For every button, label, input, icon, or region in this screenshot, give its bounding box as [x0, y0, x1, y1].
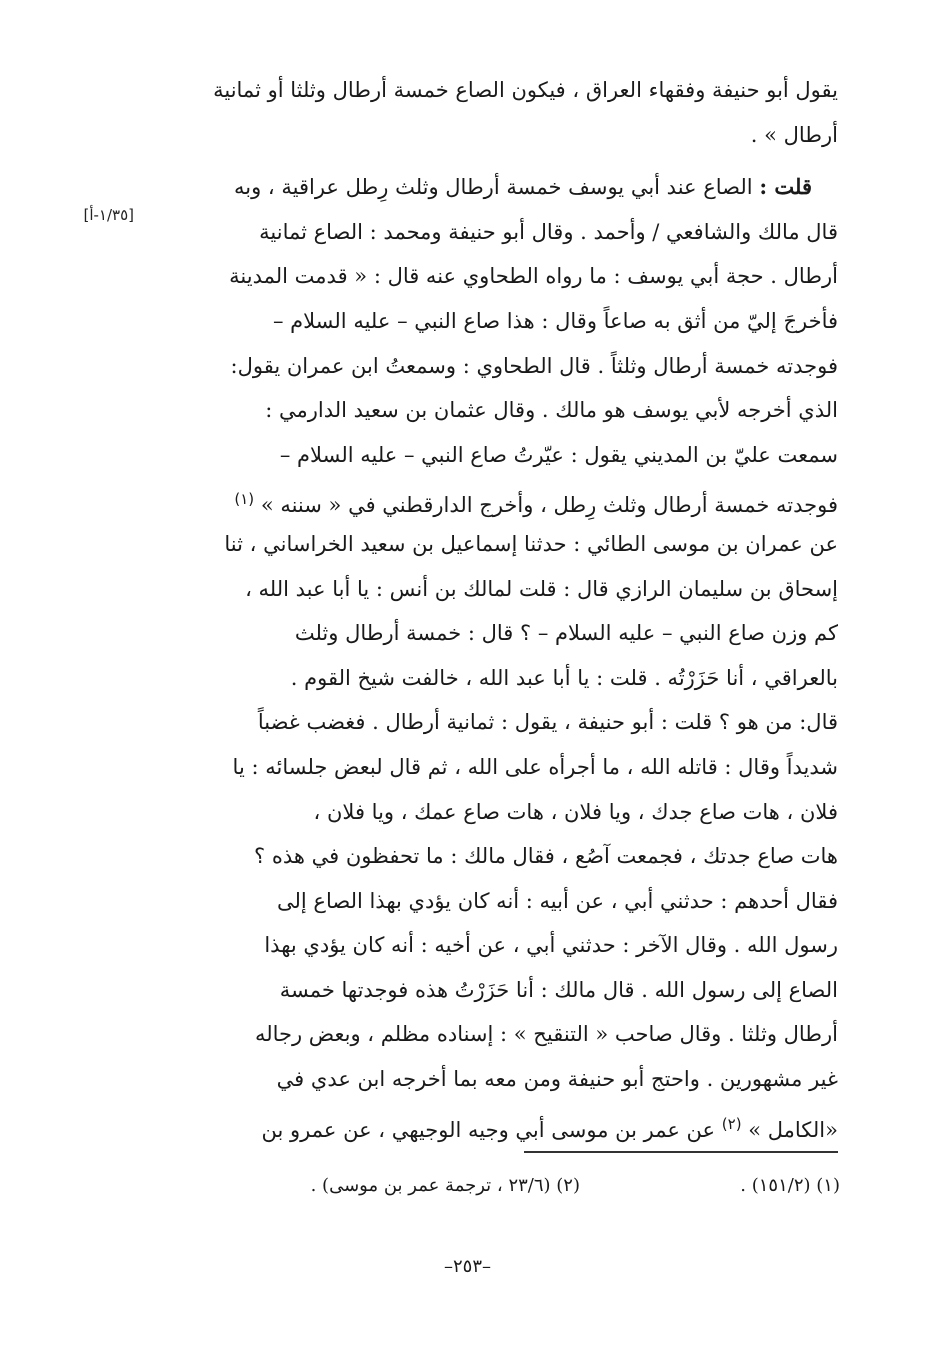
- text-line-3: [148, 165, 838, 210]
- text-line-24-end: عن عمر بن موسى أبي وجيه الوجيهي ، عن عمرو بن: [261, 1117, 716, 1142]
- footnote-2: (٢) (٢٣/٦ ، ترجمة عمر بن موسى) .: [310, 1175, 580, 1196]
- text-line-7: فوجدته خمسة أرطال وثلثاً . قال الطحاوي : وسمعتُ ابن عمران يقول:: [230, 353, 838, 378]
- text-line-20: رسول الله . وقال الآخر : حدثني أبي ، عن أخيه : أنه كان يؤدي بهذا: [264, 933, 838, 958]
- text-line-12: إسحاق بن سليمان الرازي قال : قلت لمالك بن أنس : يا أبا عبد الله ،: [245, 576, 838, 601]
- text-line-10: [148, 477, 838, 522]
- text-line-19: فقال أحدهم : حدثني أبي ، عن أبيه : أنه كان يؤدي بهذا الصاع إلى: [277, 888, 838, 913]
- text-line-1: يقول أبو حنيفة وفقهاء العراق ، فيكون الصاع خمسة أرطال وثلثا أو ثمانية: [213, 78, 838, 102]
- text-line-11: عن عمران بن موسى الطائي : حدثنا إسماعيل بن سعيد الخراساني ، ثنا: [224, 531, 838, 556]
- text-line-23: غير مشهورين . واحتج أبو حنيفة ومن معه بما أخرجه ابن عدي في: [276, 1067, 838, 1092]
- main-text: [148, 68, 838, 1146]
- text-line-5: أرطال . حجة أبي يوسف : ما رواه الطحاوي عنه قال : « قدمت المدينة: [229, 264, 838, 289]
- text-line-13: كم وزن صاع النبي – عليه السلام – ؟ قال : خمسة أرطال وثلث: [294, 621, 838, 646]
- footnote-marker-2: (٢): [721, 1114, 742, 1133]
- page-number: –٢٥٣–: [443, 1256, 491, 1277]
- text-line-4: قال مالك والشافعي / وأحمد . وقال أبو حنيفة ومحمد : الصاع ثمانية: [259, 219, 838, 244]
- text-line-3-body: الصاع عند أبي يوسف خمسة أرطال وثلث رِطل عراقية ، وبه: [234, 175, 753, 200]
- text-line-10-body: فوجدته خمسة أرطال وثلث رِطل ، وأخرج الدارقطني في « سننه »: [260, 493, 838, 518]
- text-line-17: فلان ، هات صاع جدك ، ويا فلان ، هات صاع عمك ، ويا فلان ،: [313, 799, 838, 824]
- text-line-2: أرطال » .: [750, 122, 838, 147]
- text-line-14: بالعراقي ، أنا حَزَرْتُه . قلت : يا أبا عبد الله ، خالفت شيخ القوم .: [290, 665, 838, 690]
- text-line-15: قال: من هو ؟ قلت : أبو حنيفة ، يقول : ثمانية أرطال . فغضب غضباً: [257, 710, 838, 735]
- text-line-6: فأخرجَ إليّ من أثق به صاعاً وقال : هذا صاع النبي – عليه السلام –: [272, 308, 838, 333]
- text-line-8: الذي أخرجه لأبي يوسف هو مالك . وقال عثمان بن سعيد الدارمي :: [265, 398, 838, 423]
- footnote-marker-1: (١): [234, 490, 255, 509]
- margin-manuscript-reference: [١/٣٥-أ]: [83, 206, 134, 224]
- text-line-22: أرطال وثلثا . وقال صاحب « التنقيح » : إسناده مظلم ، وبعض رجاله: [254, 1022, 838, 1047]
- qult-label: قلت :: [759, 174, 812, 200]
- text-line-18: هات صاع جدتك ، فجمعت آصُع ، فقال مالك : ما تحفظون في هذه ؟: [254, 844, 838, 869]
- text-line-21: الصاع إلى رسول الله . قال مالك : أنا حَزَرْتُ هذه فوجدتها خمسة: [279, 977, 838, 1002]
- text-line-16: شديداً وقال : قاتله الله ، ما أجرأه على الله ، ثم قال لبعض جلسائه : يا: [232, 754, 838, 779]
- footnote-1: (١) (١٥١/٢) .: [740, 1175, 840, 1196]
- text-line-24-start: «الكامل »: [748, 1117, 838, 1142]
- footnotes: [150, 1166, 840, 1206]
- text-line-24: [148, 1102, 838, 1147]
- footnote-separator: [524, 1151, 838, 1153]
- text-line-9: سمعت عليّ بن المديني يقول : عيّرتُ صاع النبي – عليه السلام –: [279, 442, 838, 467]
